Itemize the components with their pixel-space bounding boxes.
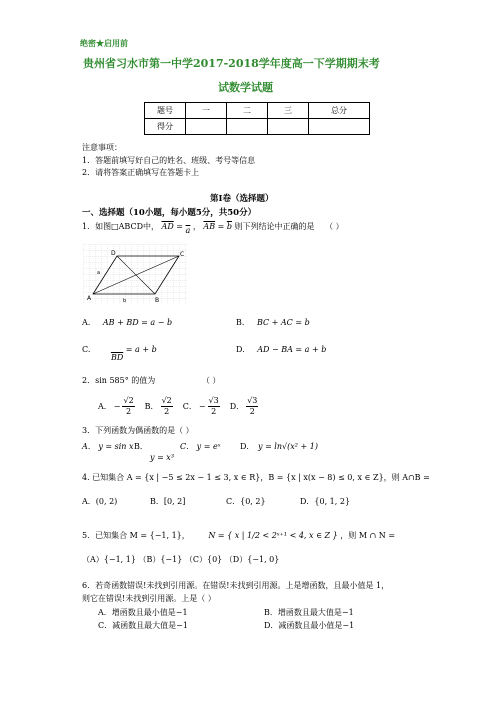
q3-option-d: y = ln√(x² + 1) bbox=[258, 442, 318, 451]
q3-option-b: y = x³ bbox=[150, 453, 175, 462]
notes-item-1: 1．答题前填写好自己的姓名、班级、考号等信息 bbox=[82, 156, 256, 165]
vector-ab: $\overline{AB}$ bbox=[203, 222, 216, 231]
vector-a: $\overline{a}$ bbox=[185, 226, 191, 235]
q4-option-a: A．(0, 2) bbox=[82, 497, 118, 506]
q2-option-d bbox=[230, 396, 259, 417]
option-label: D. bbox=[236, 345, 245, 354]
equals-sign: = bbox=[176, 222, 183, 231]
notes-heading: 注意事项： bbox=[82, 143, 122, 152]
q6-option-a: A．增函数且最小值是−1 bbox=[98, 608, 188, 617]
q3-stem: 3．下列函数为偶函数的是（ ） bbox=[82, 426, 194, 435]
denominator: 2 bbox=[126, 407, 132, 416]
q2-stem bbox=[82, 376, 220, 386]
option-label: D． bbox=[229, 401, 245, 411]
q4-stem: 4. 已知集合 A = {x | −5 ≤ 2x − 1 ≤ 3, x ∈ R}，B = {x | x(x − 8) ≤ 0, x ∈ Z}，则 A∩B = bbox=[82, 473, 430, 482]
vector-ad: $\overline{AD}$ bbox=[161, 222, 174, 231]
score-table bbox=[144, 102, 370, 135]
q6-line1: 6．若奇函数错误!未找到引用源。在错误!未找到引用源。上是增函数，且最小值是 1， bbox=[82, 581, 390, 590]
fraction bbox=[122, 396, 134, 417]
q1-option-c bbox=[82, 345, 157, 362]
table-cell: 一 bbox=[186, 103, 227, 119]
secret-label: 绝密★启用前 bbox=[80, 38, 128, 48]
q1-option-b bbox=[236, 318, 310, 328]
q5-stem bbox=[82, 531, 395, 541]
table-cell: 得分 bbox=[145, 119, 186, 135]
q6-line2: 则它在错误!未找到引用源。上是（ ） bbox=[82, 594, 216, 603]
q1-stem-prefix: 1．如图□ABCD中， bbox=[82, 222, 159, 231]
table-cell: 总分 bbox=[309, 103, 370, 119]
fraction bbox=[208, 396, 220, 417]
option-text: AD − BA = a + b bbox=[257, 345, 327, 354]
table-cell: 题号 bbox=[145, 103, 186, 119]
numerator: √3 bbox=[208, 396, 219, 405]
q6-option-b: B．增函数且最大值是−1 bbox=[264, 608, 354, 617]
denominator: 2 bbox=[211, 407, 217, 416]
q1-stem bbox=[82, 222, 344, 235]
q3-option-c: C． y = eˣ bbox=[180, 442, 221, 451]
table-cell bbox=[227, 119, 268, 135]
q6-option-d: D．减函数且最小值是−1 bbox=[264, 621, 355, 630]
fraction bbox=[161, 396, 173, 417]
table-cell: 三 bbox=[268, 103, 309, 119]
answer-paren: （ ） bbox=[201, 376, 221, 385]
notes-item-2: 2．请将答案正确填写在答题卡上 bbox=[82, 168, 200, 177]
denominator: 2 bbox=[249, 407, 255, 416]
equals-sign: = bbox=[217, 222, 225, 231]
section-heading: 一、选择题（10小题，每小题5分，共50分） bbox=[82, 208, 257, 218]
q3-option-a: A． y = sin x bbox=[82, 442, 134, 451]
q5-stem-suffix: ，则 M ∩ N = bbox=[340, 531, 396, 540]
option-label: C. bbox=[82, 345, 91, 354]
option-text: = a + b bbox=[125, 345, 157, 354]
q1-option-a bbox=[82, 318, 172, 328]
q4-option-c: C．{0, 2} bbox=[226, 497, 266, 506]
q2-options bbox=[98, 396, 258, 417]
point-label-d: D bbox=[111, 250, 116, 257]
point-label-b: B bbox=[155, 297, 160, 304]
numerator: √2 bbox=[123, 396, 134, 405]
vector-b: $\overline{b}$ bbox=[226, 222, 232, 231]
table-cell bbox=[268, 119, 309, 135]
q2-option-a bbox=[98, 396, 135, 417]
q1-stem-suffix: 则下列结论中正确的是 bbox=[234, 222, 315, 231]
option-label: B． bbox=[144, 401, 159, 411]
answer-paren: （ ） bbox=[325, 222, 344, 231]
q2-stem-text: 2．sin 585° 的值为 bbox=[82, 376, 156, 385]
numerator: √2 bbox=[161, 396, 172, 405]
option-label: B. bbox=[236, 318, 245, 327]
q3-option-d-label: D． bbox=[240, 442, 255, 451]
q5-stem-prefix: 5．已知集合 M = {−1, 1}， bbox=[82, 531, 190, 540]
sign: − bbox=[113, 401, 121, 411]
sign: − bbox=[198, 401, 206, 411]
q4-option-d: D．{0, 1, 2} bbox=[300, 497, 351, 506]
vector-bd: $\overline{BD}$ bbox=[110, 353, 124, 362]
vector-label-a: a bbox=[97, 270, 101, 276]
q3-option-b-label: B． bbox=[134, 442, 148, 451]
q6-option-c: C．减函数且最大值是−1 bbox=[98, 621, 188, 630]
table-cell bbox=[309, 119, 370, 135]
q4-option-b: B．[0, 2] bbox=[150, 497, 186, 506]
q2-option-b bbox=[145, 396, 173, 417]
comma: ， bbox=[192, 222, 201, 231]
point-label-c: C bbox=[180, 251, 185, 258]
q2-option-c bbox=[183, 396, 220, 417]
table-cell bbox=[186, 119, 227, 135]
score-table-header-row bbox=[145, 103, 370, 119]
score-table-score-row bbox=[145, 119, 370, 135]
part1-heading: 第I卷（选择题） bbox=[210, 194, 274, 204]
option-label: A. bbox=[82, 318, 91, 327]
option-label: C． bbox=[182, 401, 197, 411]
option-text: AB + BD = a − b bbox=[102, 318, 173, 327]
option-text: BC + AC = b bbox=[256, 318, 310, 327]
point-label-a: A bbox=[87, 295, 92, 302]
numerator: √3 bbox=[247, 396, 258, 405]
fraction bbox=[246, 396, 258, 417]
q1-option-d bbox=[236, 345, 326, 355]
q5-options: （A）{−1, 1} （B）{−1} （C）{0} （D）{−1, 0} bbox=[82, 555, 280, 564]
option-label: A． bbox=[98, 401, 112, 411]
parallelogram-figure bbox=[83, 244, 187, 304]
page-title-line1: 贵州省习水市第一中学2017-2018学年度高一下学期期末考 bbox=[83, 57, 380, 70]
q5-set-n: N = { x | 1/2 < 2ˣ⁺¹ < 4, x ∈ Z } bbox=[208, 531, 338, 540]
page-title-line2: 试数学试题 bbox=[218, 81, 273, 94]
denominator: 2 bbox=[164, 407, 170, 416]
vector-label-b: b bbox=[123, 298, 127, 304]
table-cell: 二 bbox=[227, 103, 268, 119]
